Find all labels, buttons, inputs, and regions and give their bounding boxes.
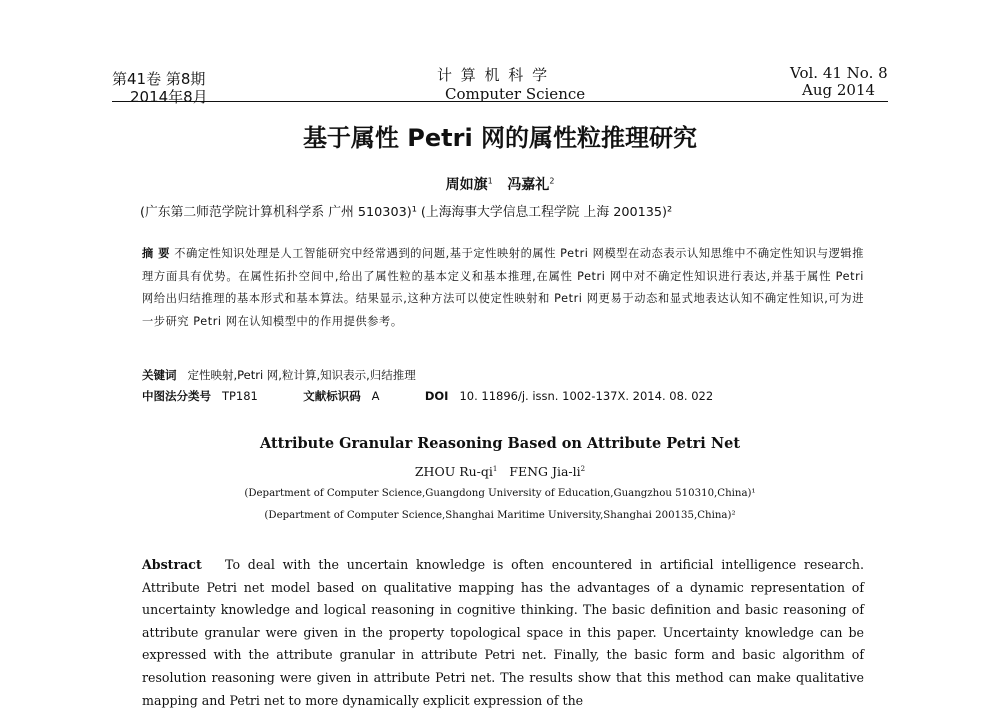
clc-label: 中图法分类号 <box>142 389 211 403</box>
abstract-zh-label: 摘 要 <box>142 247 171 260</box>
doi-label: DOI <box>424 389 449 403</box>
author-1-en: ZHOU Ru-qi <box>414 464 493 479</box>
date-en: Aug 2014 <box>802 81 876 99</box>
authors-zh <box>0 174 1000 194</box>
affiliations-zh: (广东第二师范学院计算机科学系 广州 510303)¹ (上海海事大学信息工程学院 上海 200135)² <box>140 205 673 220</box>
classification-line <box>142 388 713 404</box>
authors-en <box>0 464 1000 479</box>
author-1-en-mark: 1 <box>492 464 498 473</box>
author-1-zh: 周如旗 <box>445 177 488 193</box>
doc-code-value: A <box>371 389 380 403</box>
abstract-en-label: Abstract <box>142 557 202 572</box>
affiliation-2-en: (Department of Computer Science,Shanghai Maritime University,Shanghai 200135,China)² <box>264 510 736 521</box>
volume-issue: 第41卷 第8期 <box>112 70 206 88</box>
abstract-en <box>142 554 864 712</box>
keywords-zh-text: 定性映射,Petri 网,粒计算,知识表示,归结推理 <box>187 368 416 382</box>
journal-name-zh: 计 算 机 科 学 <box>437 66 550 84</box>
volume-en: Vol. 41 No. 8 <box>790 64 888 82</box>
author-2-en-mark: 2 <box>580 464 586 473</box>
keywords-zh-label: 关键词 <box>142 368 177 382</box>
doc-code-label: 文献标识码 <box>303 389 361 403</box>
abstract-en-text: To deal with the uncertain knowledge is often encountered in artificial intelligence research. Attribute Petri net model based on qualitative mapping has the advantages of a dynamic representation of uncertainty knowledge and logical reasoning in cognitive thinking. The basic definition and basic reasoning of attribute granular were given in the property topological space in this paper. Uncertainty knowledge can be expressed with the attribute granular in attribute Petri net. Finally, the basic form and basic algorithm of resolution reasoning were given in attribute Petri net. The results show that this method can make qualitative mapping and Petri net to more dynamically explicit expression of the <box>142 557 864 708</box>
affiliation-1-en: (Department of Computer Science,Guangdong University of Education,Guangzhou 510310,China)¹ <box>244 488 756 499</box>
doi-value: 10. 11896/j. issn. 1002-137X. 2014. 08. 022 <box>459 389 714 403</box>
author-2-affiliation-mark: 2 <box>549 176 555 186</box>
paper-title-en: Attribute Granular Reasoning Based on Attribute Petri Net <box>259 435 741 452</box>
author-2-en: FENG Jia-li <box>509 464 581 479</box>
header-rule <box>112 101 888 102</box>
author-2-zh: 冯嘉礼 <box>507 177 550 193</box>
abstract-zh <box>142 243 864 333</box>
author-1-affiliation-mark: 1 <box>487 176 493 186</box>
clc-value: TP181 <box>221 389 258 403</box>
publication-date: 2014年8月 <box>130 88 208 106</box>
abstract-zh-text: 不确定性知识处理是人工智能研究中经常遇到的问题,基于定性映射的属性 Petri 网模型在动态表示认知思维中不确定性知识与逻辑推理方面具有优势。在属性拓扑空间中,给出了属性粒的基本定义和基本推理,在属性 Petri 网中对不确定性知识进行表达,并基于属性 Petri 网给出归结推理的基本形式和基本算法。结果显示,这种方法可以使定性映射和 Petri 网更易于动态和显式地表达认知不确定性知识,可为进一步研究 Petri 网在认知模型中的作用提供参考。 <box>142 247 865 328</box>
paper-title-zh: 基于属性 Petri 网的属性粒推理研究 <box>302 124 698 152</box>
journal-name-en: Computer Science <box>445 85 586 103</box>
keywords-zh <box>142 367 416 383</box>
